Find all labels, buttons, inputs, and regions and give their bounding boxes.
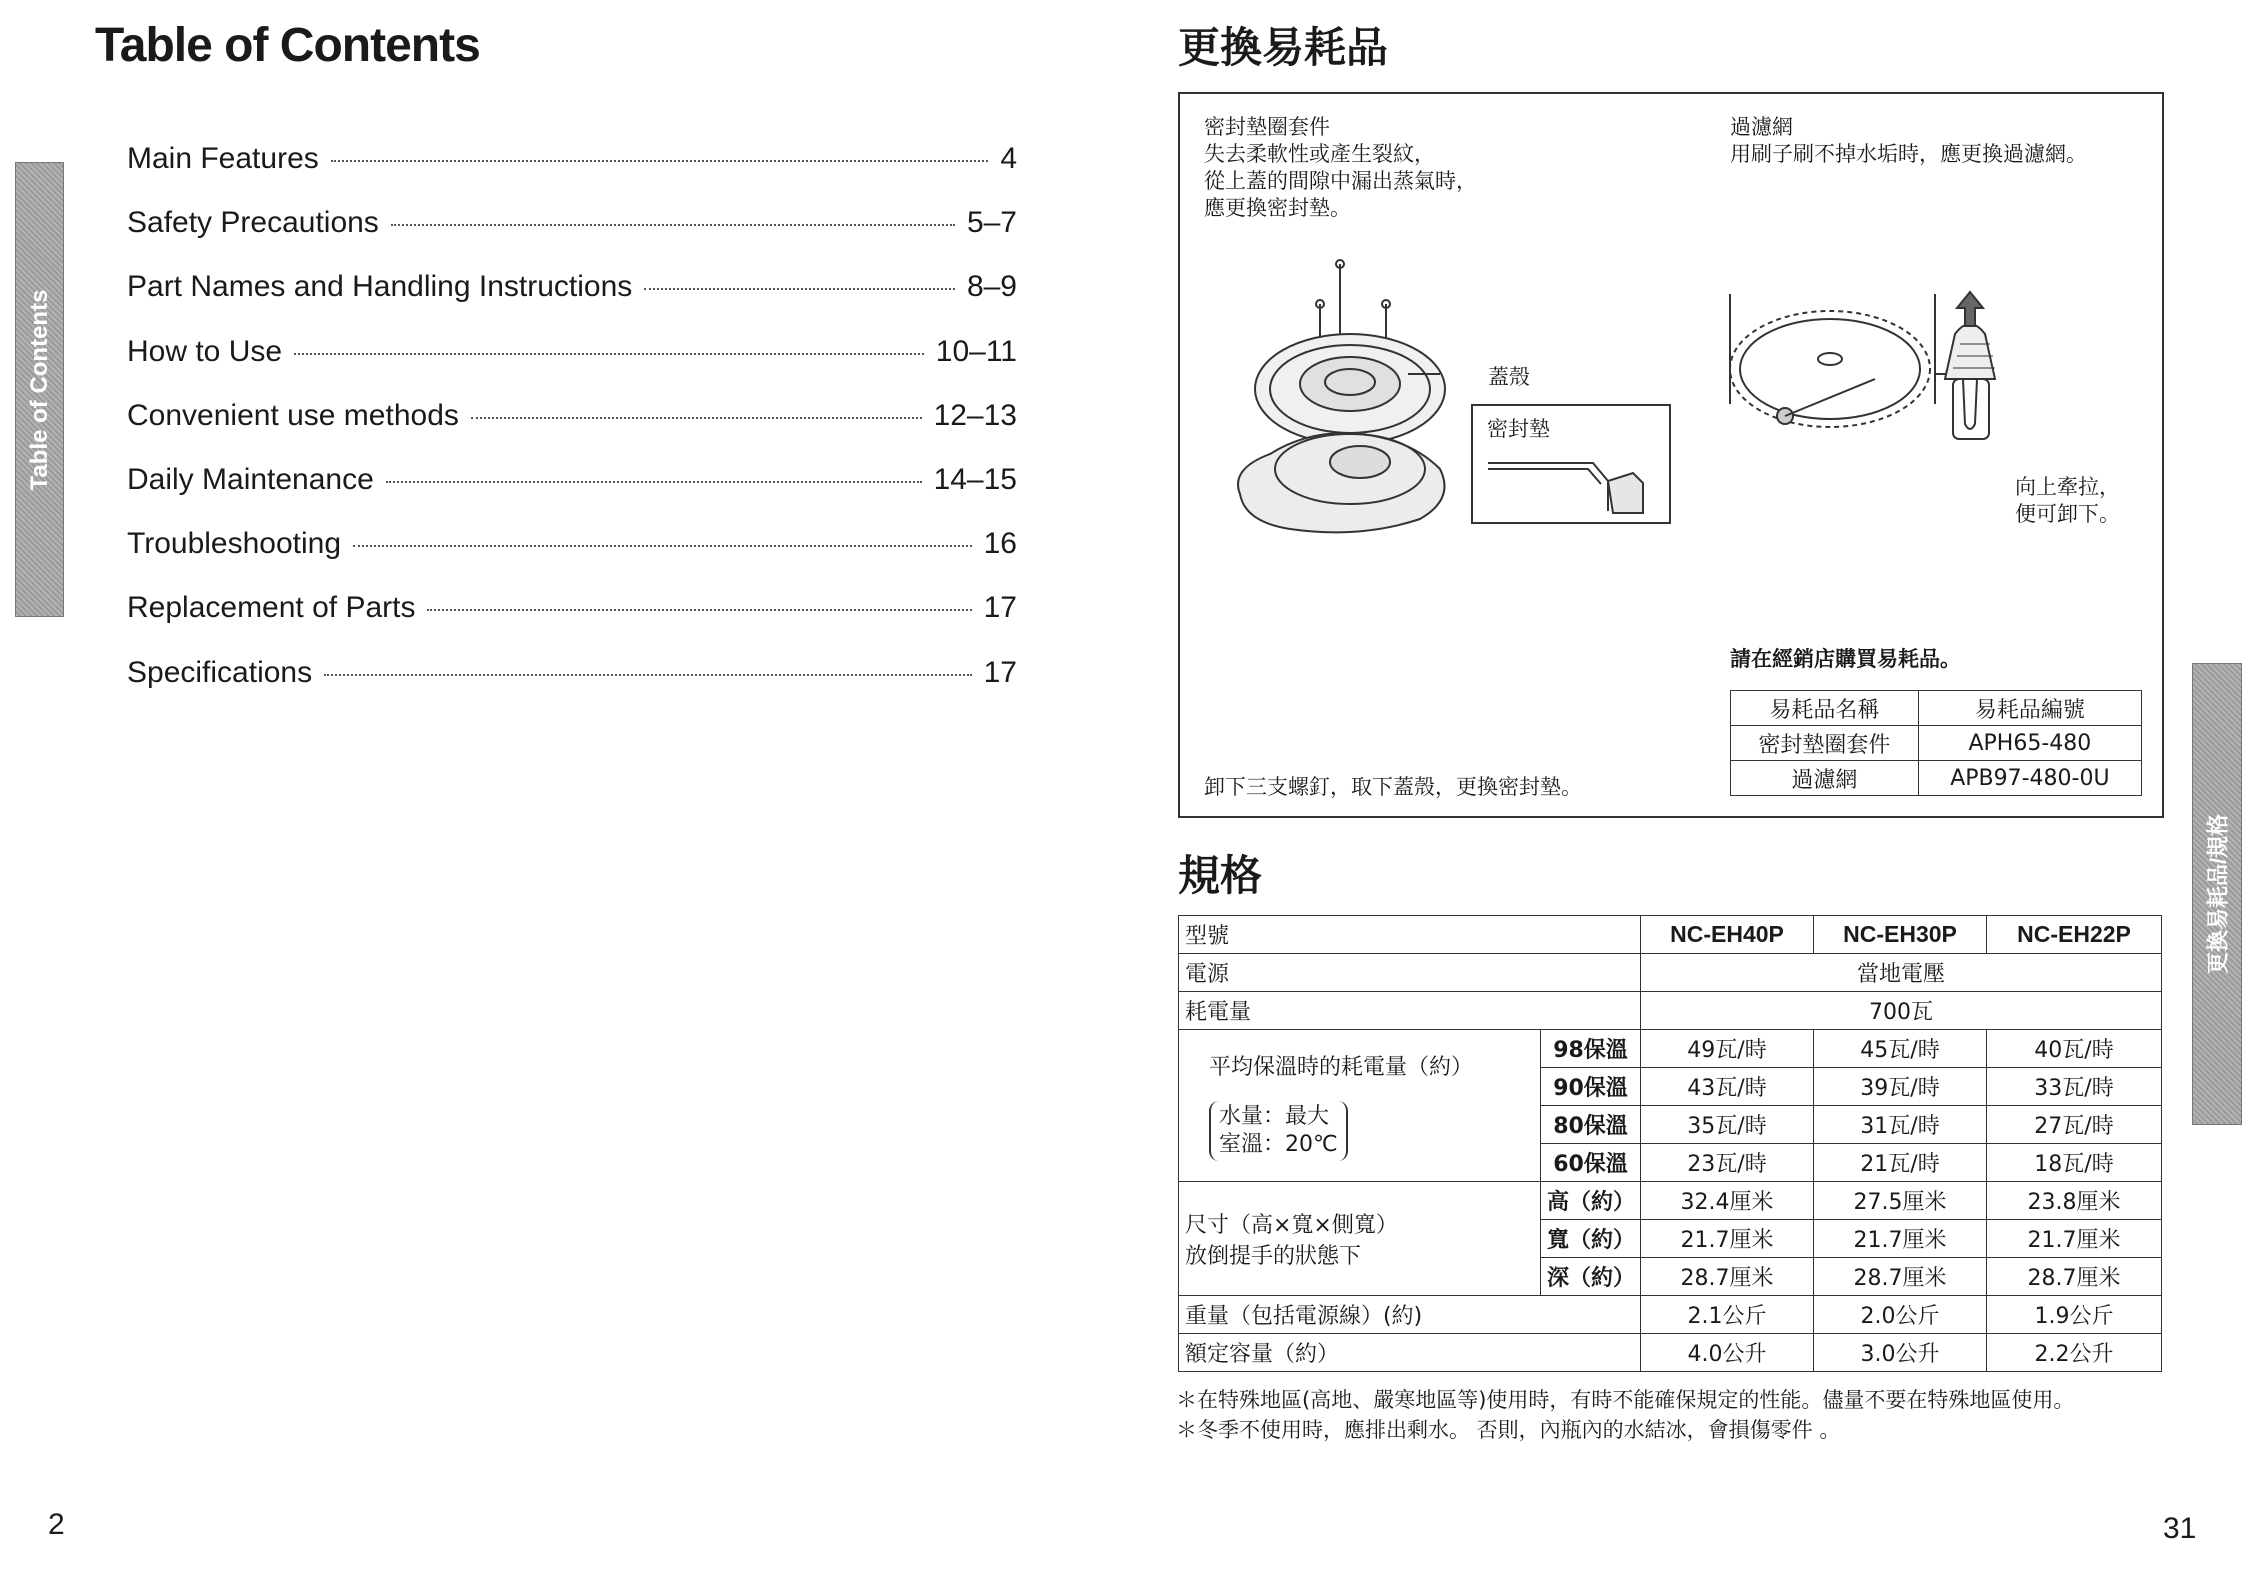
dim-label: 尺寸（高×寬×側寬） bbox=[1185, 1212, 1398, 1238]
table-row bbox=[1179, 1334, 2162, 1372]
toc-item[interactable] bbox=[127, 463, 1017, 527]
table-cell: 4.0公升 bbox=[1641, 1334, 1814, 1372]
sub-label: 90保溫 bbox=[1541, 1068, 1641, 1106]
toc-item[interactable] bbox=[127, 270, 1017, 334]
filter-line: 用刷子刷不掉水垢時，應更換過濾網。 bbox=[1730, 142, 2087, 166]
toc-item-page: 10–11 bbox=[935, 334, 1017, 368]
table-cell: 2.1公斤 bbox=[1641, 1296, 1814, 1334]
model-header: NC-EH30P bbox=[1814, 916, 1987, 954]
side-tab-label: 更換易耗品/規格 bbox=[2205, 813, 2231, 975]
toc-item-page: 8–9 bbox=[966, 270, 1017, 304]
seal-line: 失去柔軟性或產生裂紋， bbox=[1204, 142, 1435, 166]
table-cell: 27.5厘米 bbox=[1814, 1182, 1987, 1220]
table-cell: 當地電壓 bbox=[1641, 954, 2162, 992]
model-header: NC-EH22P bbox=[1987, 916, 2162, 954]
toc-item[interactable] bbox=[127, 335, 1017, 399]
leader-dots bbox=[391, 224, 955, 226]
toc-item-page: 17 bbox=[983, 655, 1017, 689]
toc-item-page: 17 bbox=[983, 591, 1017, 625]
table-row bbox=[1179, 1296, 2162, 1334]
table-row bbox=[1179, 1030, 2162, 1068]
seal-title: 密封墊圈套件 bbox=[1204, 115, 1330, 139]
table-cell: 21.7厘米 bbox=[1641, 1220, 1814, 1258]
leader-dots bbox=[644, 288, 955, 290]
toc-item[interactable] bbox=[127, 206, 1017, 270]
table-cell: APH65-480 bbox=[1918, 726, 2141, 761]
table-cell: 28.7厘米 bbox=[1814, 1258, 1987, 1296]
condition-line: 室溫：20℃ bbox=[1219, 1132, 1338, 1157]
table-cell: 21.7厘米 bbox=[1814, 1220, 1987, 1258]
table-cell: 密封墊圈套件 bbox=[1731, 726, 1919, 761]
sub-label: 深（約） bbox=[1541, 1258, 1641, 1296]
toc-item-page: 4 bbox=[1000, 142, 1017, 175]
row-label: 電源 bbox=[1179, 954, 1641, 992]
toc-item-label: Convenient use methods bbox=[127, 398, 459, 432]
table-cell: 33瓦/時 bbox=[1987, 1068, 2162, 1106]
toc-item-label: Daily Maintenance bbox=[127, 462, 374, 496]
seal-caption: 卸下三支螺釘，取下蓋殼，更換密封墊。 bbox=[1204, 775, 1582, 799]
gasket-profile-icon bbox=[1483, 451, 1663, 521]
toc-item-label: Main Features bbox=[127, 142, 319, 175]
sub-label: 98保溫 bbox=[1541, 1030, 1641, 1068]
leader-dots bbox=[427, 609, 971, 611]
toc-item[interactable] bbox=[127, 527, 1017, 591]
leader-dots bbox=[353, 545, 972, 547]
toc-item-label: Specifications bbox=[127, 655, 313, 689]
toc-item-page: 5–7 bbox=[966, 206, 1017, 240]
sub-label: 寬（約） bbox=[1541, 1220, 1641, 1258]
table-row bbox=[1179, 1182, 2162, 1220]
filter-notes bbox=[1730, 114, 2087, 168]
row-label: 型號 bbox=[1179, 916, 1641, 954]
table-cell: 21瓦/時 bbox=[1814, 1144, 1987, 1182]
row-label: 額定容量（約） bbox=[1179, 1334, 1641, 1372]
table-row bbox=[1179, 954, 2162, 992]
toc-item[interactable] bbox=[127, 142, 1017, 206]
specifications-table bbox=[1178, 915, 2162, 1372]
side-tab-label: Table of Contents bbox=[25, 289, 53, 490]
toc-item[interactable] bbox=[127, 399, 1017, 463]
toc-item-label: How to Use bbox=[127, 334, 283, 368]
table-row bbox=[1731, 761, 2142, 796]
filter-illustration bbox=[1725, 284, 2025, 484]
table-row bbox=[1731, 726, 2142, 761]
side-tab-right bbox=[2192, 663, 2242, 1125]
consumables-table bbox=[1730, 690, 2142, 796]
pull-note-line: 便可卸下。 bbox=[2015, 502, 2120, 526]
leader-dots bbox=[294, 353, 924, 355]
seal-notes bbox=[1204, 114, 1477, 222]
toc-item-page: 14–15 bbox=[933, 462, 1017, 496]
footnotes bbox=[1176, 1385, 2074, 1445]
table-cell: 2.2公升 bbox=[1987, 1334, 2162, 1372]
section-heading-parts: 更換易耗品 bbox=[1178, 23, 1389, 72]
table-header-row bbox=[1731, 691, 2142, 726]
toc-item[interactable] bbox=[127, 591, 1017, 655]
table-row bbox=[1179, 992, 2162, 1030]
replacement-parts-box bbox=[1178, 92, 2164, 818]
table-header-row bbox=[1179, 916, 2162, 954]
leader-dots bbox=[386, 481, 922, 483]
table-cell: 31瓦/時 bbox=[1814, 1106, 1987, 1144]
page-number-left: 2 bbox=[48, 1508, 65, 1541]
seal-line: 應更換密封墊。 bbox=[1204, 196, 1351, 220]
page-title: Table of Contents bbox=[95, 19, 480, 72]
dim-label: 放倒提手的狀態下 bbox=[1185, 1243, 1362, 1269]
keepwarm-label: 平均保溫時的耗電量（約） bbox=[1209, 1055, 1474, 1080]
sub-label: 80保溫 bbox=[1541, 1106, 1641, 1144]
table-cell: 28.7厘米 bbox=[1641, 1258, 1814, 1296]
row-label bbox=[1179, 1030, 1541, 1182]
purchase-note: 請在經銷店購買易耗品。 bbox=[1730, 647, 1961, 671]
label-gasket: 密封墊 bbox=[1487, 417, 1550, 441]
table-cell: 過濾網 bbox=[1731, 761, 1919, 796]
table-cell: 1.9公斤 bbox=[1987, 1296, 2162, 1334]
toc-item-label: Troubleshooting bbox=[127, 527, 342, 561]
label-lid: 蓋殼 bbox=[1488, 365, 1530, 389]
filter-title: 過濾網 bbox=[1730, 115, 1793, 139]
table-cell: 45瓦/時 bbox=[1814, 1030, 1987, 1068]
model-header: NC-EH40P bbox=[1641, 916, 1814, 954]
table-cell: 32.4厘米 bbox=[1641, 1182, 1814, 1220]
condition-line: 水量：最大 bbox=[1219, 1104, 1330, 1129]
toc-item-page: 16 bbox=[983, 527, 1017, 561]
pull-note-line: 向上牽拉， bbox=[2015, 475, 2120, 499]
seal-line: 從上蓋的間隙中漏出蒸氣時， bbox=[1204, 169, 1477, 193]
table-cell: 23.8厘米 bbox=[1987, 1182, 2162, 1220]
table-cell: 21.7厘米 bbox=[1987, 1220, 2162, 1258]
column-header: 易耗品編號 bbox=[1918, 691, 2141, 726]
leader-dots bbox=[471, 417, 922, 419]
side-tab-left bbox=[15, 162, 64, 617]
table-cell: 28.7厘米 bbox=[1987, 1258, 2162, 1296]
table-cell: 23瓦/時 bbox=[1641, 1144, 1814, 1182]
row-label: 耗電量 bbox=[1179, 992, 1641, 1030]
table-cell: 27瓦/時 bbox=[1987, 1106, 2162, 1144]
sub-label: 60保溫 bbox=[1541, 1144, 1641, 1182]
table-cell: 43瓦/時 bbox=[1641, 1068, 1814, 1106]
table-cell: 3.0公升 bbox=[1814, 1334, 1987, 1372]
toc-item-page: 12–13 bbox=[933, 398, 1017, 432]
toc-item-label: Part Names and Handling Instructions bbox=[127, 270, 633, 304]
pull-note bbox=[2015, 474, 2120, 528]
sub-label: 高（約） bbox=[1541, 1182, 1641, 1220]
table-cell: 39瓦/時 bbox=[1814, 1068, 1987, 1106]
footnote: ＊在特殊地區(高地、嚴寒地區等)使用時，有時不能確保規定的性能。儘量不要在特殊地區使用。 bbox=[1176, 1388, 2075, 1412]
table-cell: 35瓦/時 bbox=[1641, 1106, 1814, 1144]
leader-dots bbox=[331, 160, 989, 162]
toc-item-label: Safety Precautions bbox=[127, 206, 379, 240]
toc-item-label: Replacement of Parts bbox=[127, 591, 416, 625]
table-cell: 49瓦/時 bbox=[1641, 1030, 1814, 1068]
footnote: ＊冬季不使用時，應排出剩水。 否則，內瓶內的水結冰，會損傷零件 。 bbox=[1176, 1418, 1841, 1442]
table-cell: 2.0公斤 bbox=[1814, 1296, 1987, 1334]
table-cell: 18瓦/時 bbox=[1987, 1144, 2162, 1182]
row-label bbox=[1179, 1182, 1541, 1296]
page-number-right: 31 bbox=[2163, 1512, 2197, 1545]
gasket-detail-inset bbox=[1471, 404, 1671, 524]
table-cell: 700瓦 bbox=[1641, 992, 2162, 1030]
row-label: 重量（包括電源線）(約) bbox=[1179, 1296, 1641, 1334]
toc-list bbox=[127, 142, 1017, 720]
leader-dots bbox=[324, 674, 972, 676]
table-cell: APB97-480-0U bbox=[1918, 761, 2141, 796]
toc-item[interactable] bbox=[127, 656, 1017, 720]
keepwarm-conditions bbox=[1209, 1101, 1348, 1161]
table-cell: 40瓦/時 bbox=[1987, 1030, 2162, 1068]
section-heading-specs: 規格 bbox=[1178, 851, 1263, 900]
column-header: 易耗品名稱 bbox=[1731, 691, 1919, 726]
